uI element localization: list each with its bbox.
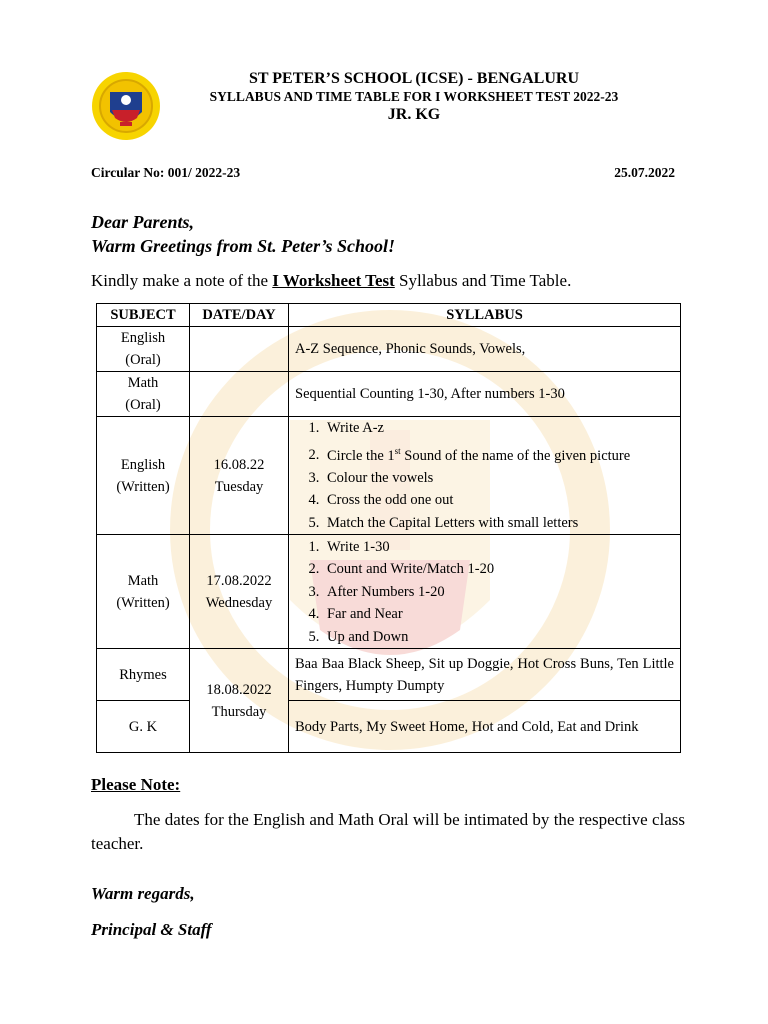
item-text: Sound of the name of the given picture — [400, 447, 631, 464]
syllabus-list — [295, 417, 674, 534]
list-item: 5. Up and Down — [323, 626, 674, 649]
syllabus-table — [96, 303, 681, 753]
subject-name: Math — [127, 572, 159, 589]
table-row — [97, 649, 681, 701]
subject-cell — [97, 327, 190, 372]
note-text: The dates for the English and Math Oral will be intimated by the respective class teacher. — [91, 810, 685, 853]
syllabus-list — [295, 536, 674, 649]
list-item — [323, 440, 674, 467]
syllabus-cell: A-Z Sequence, Phonic Sounds, Vowels, — [289, 327, 681, 372]
date-cell — [190, 327, 289, 372]
table-row — [97, 417, 681, 535]
item-text: Circle the 1 — [327, 447, 395, 464]
date-cell — [190, 417, 289, 535]
subject-type: (Oral) — [125, 397, 161, 413]
table-row — [97, 701, 681, 753]
subject-cell: G. K — [97, 701, 190, 753]
list-item: 5. Match the Capital Letters with small letters — [323, 512, 674, 535]
table-row — [97, 327, 681, 372]
header-syllabus: SYLLABUS — [289, 304, 681, 327]
syllabus-cell — [289, 535, 681, 649]
subject-cell — [97, 535, 190, 649]
closing-regards: Warm regards, — [91, 884, 195, 903]
note-heading: Please Note: — [91, 775, 181, 794]
table-row — [97, 535, 681, 649]
subject-name: English — [120, 330, 166, 346]
test-date: 18.08.2022 — [206, 681, 272, 698]
list-item: 3. Colour the vowels — [323, 467, 674, 490]
test-date: 17.08.2022 — [206, 572, 272, 589]
subject-type: (Written) — [116, 478, 170, 495]
list-item: 1. Write 1-30 — [323, 536, 674, 559]
list-item: 3. After Numbers 1-20 — [323, 581, 674, 604]
table-header-row — [97, 304, 681, 327]
list-item: 4. Far and Near — [323, 603, 674, 626]
subject-name: Math — [127, 375, 159, 391]
superscript: st — [394, 445, 401, 456]
test-day: Wednesday — [205, 594, 273, 611]
subject-name: English — [120, 456, 166, 473]
list-item: 4. Cross the odd one out — [323, 489, 674, 512]
test-date: 16.08.22 — [213, 456, 265, 473]
list-item: 2. Count and Write/Match 1-20 — [323, 558, 674, 581]
intro-highlight: I Worksheet Test — [272, 271, 395, 290]
table-row — [97, 372, 681, 417]
date-cell — [190, 372, 289, 417]
intro-suffix: Syllabus and Time Table. — [394, 271, 572, 290]
syllabus-cell — [289, 417, 681, 535]
subject-cell — [97, 417, 190, 535]
circular-date: 25.07.2022 — [614, 165, 675, 180]
syllabus-cell: Sequential Counting 1-30, After numbers 1-30 — [289, 372, 681, 417]
school-name: ST PETER’S SCHOOL (ICSE) - BENGALURU — [249, 70, 579, 87]
class-name: JR. KG — [387, 106, 441, 123]
test-day: Thursday — [211, 703, 267, 720]
date-cell — [190, 535, 289, 649]
circular-number: Circular No: 001/ 2022-23 — [91, 165, 241, 180]
intro-text — [91, 271, 571, 291]
date-cell — [190, 649, 289, 753]
test-day: Tuesday — [214, 478, 264, 495]
header-date-day: DATE/DAY — [190, 304, 289, 327]
subject-cell — [97, 372, 190, 417]
intro-prefix: Kindly make a note of the — [91, 271, 273, 290]
subject-type: (Oral) — [125, 352, 161, 368]
closing-signature: Principal & Staff — [91, 920, 212, 939]
subject-cell: Rhymes — [97, 649, 190, 701]
document-subtitle: SYLLABUS AND TIME TABLE FOR I WORKSHEET TEST 2022-23 — [209, 89, 619, 104]
syllabus-cell: Body Parts, My Sweet Home, Hot and Cold, Eat and Drink — [289, 701, 681, 753]
syllabus-cell: Baa Baa Black Sheep, Sit up Doggie, Hot Cross Buns, Ten Little Fingers, Humpty Dumpty — [289, 649, 681, 701]
subject-type: (Written) — [116, 594, 170, 611]
list-item: 1. Write A-z — [323, 417, 674, 440]
header-subject: SUBJECT — [97, 304, 190, 327]
salutation: Dear Parents, — [91, 212, 194, 232]
greeting-line: Warm Greetings from St. Peter’s School! — [91, 236, 396, 256]
